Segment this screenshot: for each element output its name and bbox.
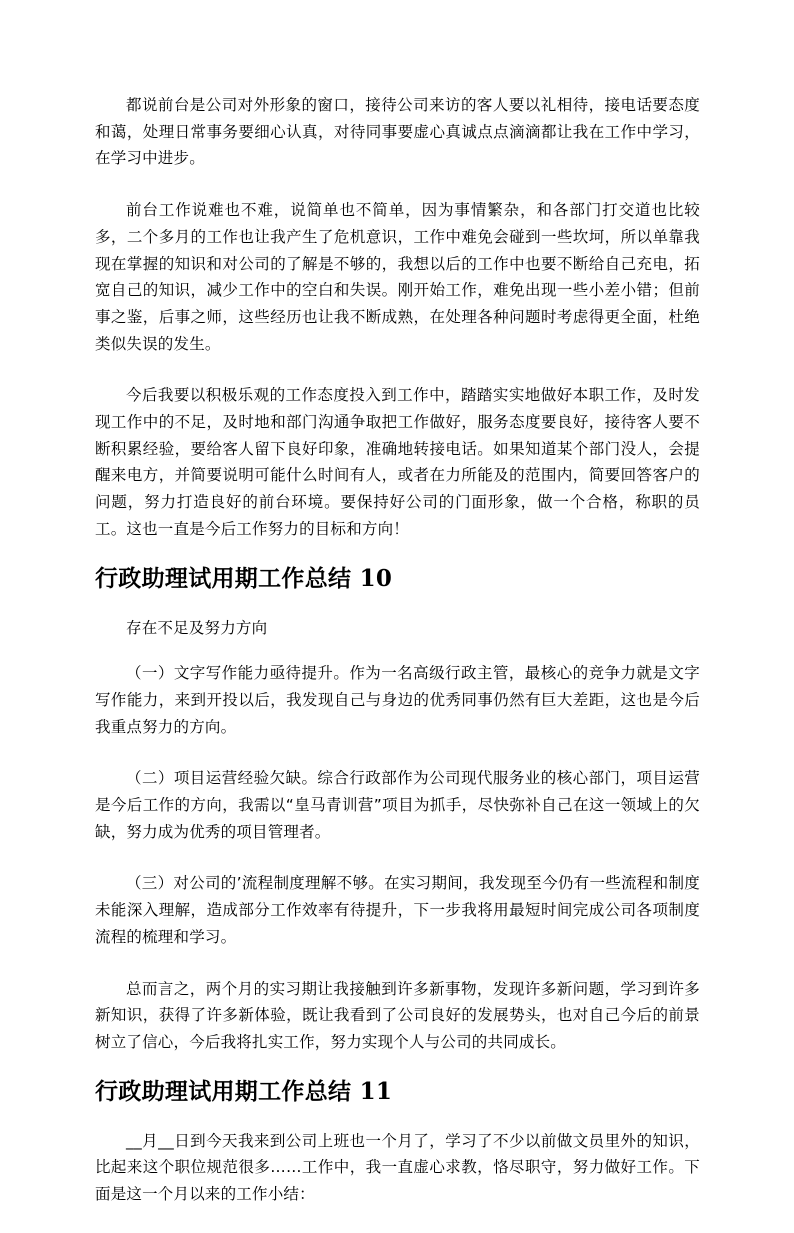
section-heading-10: 行政助理试用期工作总结 10 [95,564,393,592]
section-subtitle: 存在不足及努力方向 [126,618,268,637]
paragraph: 总而言之，两个月的实习期让我接触到许多新事物，发现许多新问题，学习到许多新知识，获得了许多新体验，既让我看到了公司良好的发展势头，也对自己今后的前景树立了信心，今后我将扎实工作，努力实现个人与公司的共同成长。 [95,979,700,1051]
paragraph: 前台工作说难也不难，说简单也不简单，因为事情繁杂，和各部门打交道也比较多，二个多月的工作也让我产生了危机意识，工作中难免会碰到一些坎坷，所以单靠我现在掌握的知识和对公司的了解是不够的，我想以后的工作中也要不断给自己充电，拓宽自己的知识，减少工作中的空白和失误。刚开始工作，难免出现一些小差小错；但前事之鉴，后事之师，这些经历也让我不断成熟，在处理各种问题时考虑得更全面，杜绝类似失误的发生。 [95,201,700,353]
paragraph: （一）文字写作能力亟待提升。作为一名高级行政主管，最核心的竞争力就是文字写作能力，来到开投以后，我发现自己与身边的优秀同事仍然有巨大差距，这也是今后我重点努力的方向。 [95,664,700,736]
paragraph: （三）对公司的’流程制度理解不够。在实习期间，我发现至今仍有一些流程和制度未能深入理解，造成部分工作效率有待提升，下一步我将用最短时间完成公司各项制度流程的梳理和学习。 [95,874,700,946]
document-page [95,92,700,1233]
paragraph: 都说前台是公司对外形象的窗口，接待公司来访的客人要以礼相待，接电话要态度和蔼，处理日常事务要细心认真，对待同事要虚心真诚点点滴滴都让我在工作中学习，在学习中进步。 [95,96,700,168]
paragraph: 今后我要以积极乐观的工作态度投入到工作中，踏踏实实地做好本职工作，及时发现工作中的不足，及时地和部门沟通争取把工作做好，服务态度要良好，接待客人要不断积累经验，要给客人留下良好印象，准确地转接电话。如果知道某个部门没人，会提醒来电方，并简要说明可能什么时间有人，或者在力所能及的范围内，简要回答客户的问题，努力打造良好的前台环境。要保持好公司的门面形象，做一个合格，称职的员工。这也一直是今后工作努力的目标和方向！ [95,386,700,538]
paragraph: （二）项目运营经验欠缺。综合行政部作为公司现代服务业的核心部门，项目运营是今后工作的方向，我需以“皇马青训营”项目为抓手，尽快弥补自己在这一领域上的欠缺，努力成为优秀的项目管理者。 [95,769,700,841]
section-heading-11: 行政助理试用期工作总结 11 [95,1077,393,1105]
paragraph: __月__日到今天我来到公司上班也一个月了，学习了不少以前做文员里外的知识，比起来这个职位规范很多……工作中，我一直虚心求教，恪尽职守，努力做好工作。下面是这一个月以来的工作小结： [95,1131,700,1204]
